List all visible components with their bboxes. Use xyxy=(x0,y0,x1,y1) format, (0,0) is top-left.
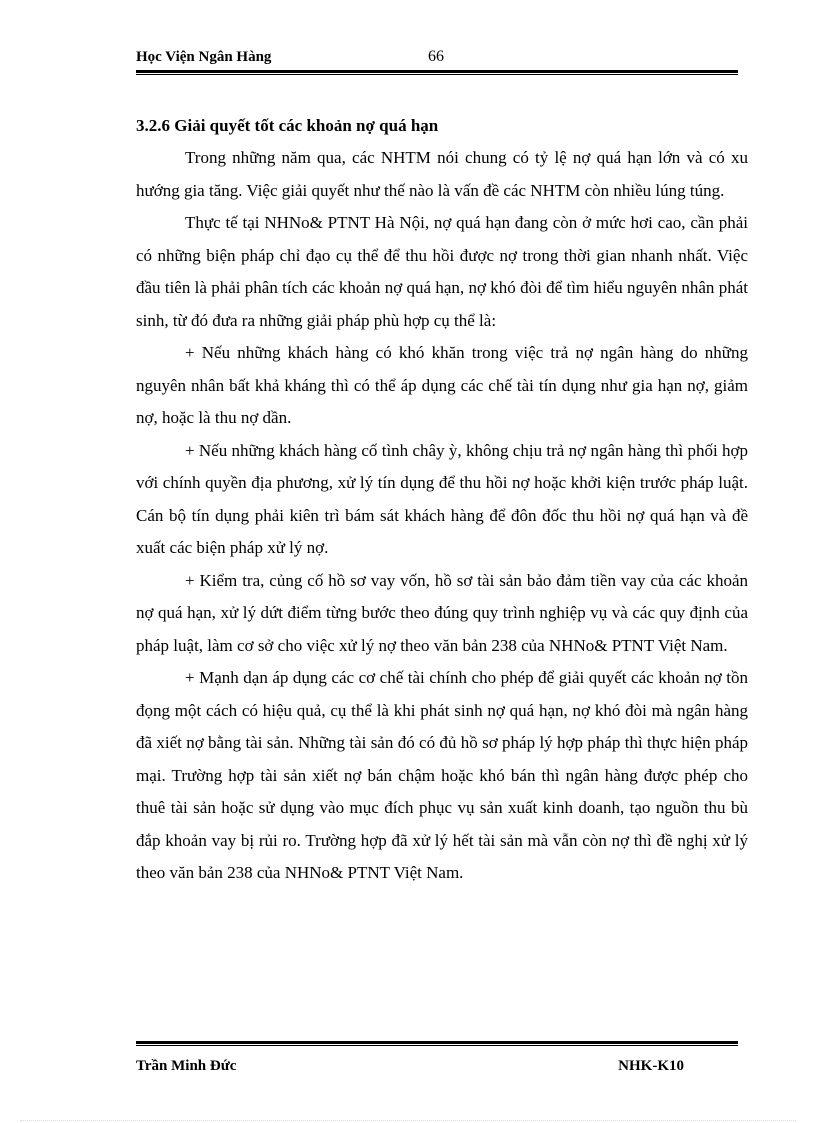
footer-rule xyxy=(136,1041,738,1046)
footer-author: Trần Minh Đức xyxy=(136,1058,237,1074)
paragraph: Thực tế tại NHNo& PTNT Hà Nội, nợ quá hạn đang còn ở mức hơi cao, cần phải có những biện pháp chỉ đạo cụ thể để thu hồi được nợ trong thời gian nhanh nhất. Việc đầu tiên là phải phân tích các khoản nợ quá hạn, nợ khó đòi để tìm hiểu nguyên nhân phát sinh, từ đó đưa ra những giải pháp phù hợp cụ thể là: xyxy=(136,213,748,330)
page-edge xyxy=(20,1120,796,1121)
paragraph: Trong những năm qua, các NHTM nói chung có tỷ lệ nợ quá hạn lớn và có xu hướng gia tăng. Việc giải quyết như thế nào là vấn đề các NHTM còn nhiều lúng túng. xyxy=(136,148,748,200)
section-title: 3.2.6 Giải quyết tốt các khoản nợ quá hạn xyxy=(136,116,439,135)
paragraph: + Nếu những khách hàng có khó khăn trong việc trả nợ ngân hàng do những nguyên nhân bất khả kháng thì có thể áp dụng các chế tài tín dụng như gia hạn nợ, giảm nợ, hoặc là thu nợ dần. xyxy=(136,343,748,427)
paragraph: + Nếu những khách hàng cố tình chây ỳ, không chịu trả nợ ngân hàng thì phối hợp với chính quyền địa phương, xử lý tín dụng để thu hồi nợ hoặc khởi kiện trước pháp luật. Cán bộ tín dụng phải kiên trì bám sát khách hàng để đôn đốc thu hồi nợ quá hạn và đề xuất các biện pháp xử lý nợ. xyxy=(136,440,748,557)
header-rule xyxy=(136,70,738,75)
header-title: Học Viện Ngân Hàng xyxy=(136,49,272,65)
footer-code: NHK-K10 xyxy=(618,1058,684,1074)
paragraph: + Mạnh dạn áp dụng các cơ chế tài chính cho phép để giải quyết các khoản nợ tồn đọng một cách có hiệu quả, cụ thể là khi phát sinh nợ quá hạn, nợ khó đòi mà ngân hàng đã xiết nợ bằng tài sản. Những tài sản đó có đủ hồ sơ pháp lý hợp pháp thì thực hiện pháp mại. Trường hợp tài sản xiết nợ bán chậm hoặc khó bán thì ngân hàng được phép cho thuê tài sản hoặc sử dụng vào mục đích phục vụ sản xuất kinh doanh, tạo nguồn thu bù đắp khoản vay bị rủi ro. Trường hợp đã xử lý hết tài sản mà vẫn còn nợ thì đề nghị xử lý theo văn bản 238 của NHNo& PTNT Việt Nam. xyxy=(136,668,748,882)
page-number: 66 xyxy=(428,48,444,65)
page-footer xyxy=(136,1056,684,1080)
paragraph: + Kiểm tra, củng cố hồ sơ vay vốn, hồ sơ tài sản bảo đảm tiền vay của các khoản nợ quá hạn, xử lý dứt điểm từng bước theo đúng quy trình nghiệp vụ và các quy định của pháp luật, làm cơ sở cho việc xử lý nợ theo văn bản 238 của NHNo& PTNT Việt Nam. xyxy=(136,570,748,655)
page-header xyxy=(136,46,738,70)
page-content xyxy=(136,110,748,890)
